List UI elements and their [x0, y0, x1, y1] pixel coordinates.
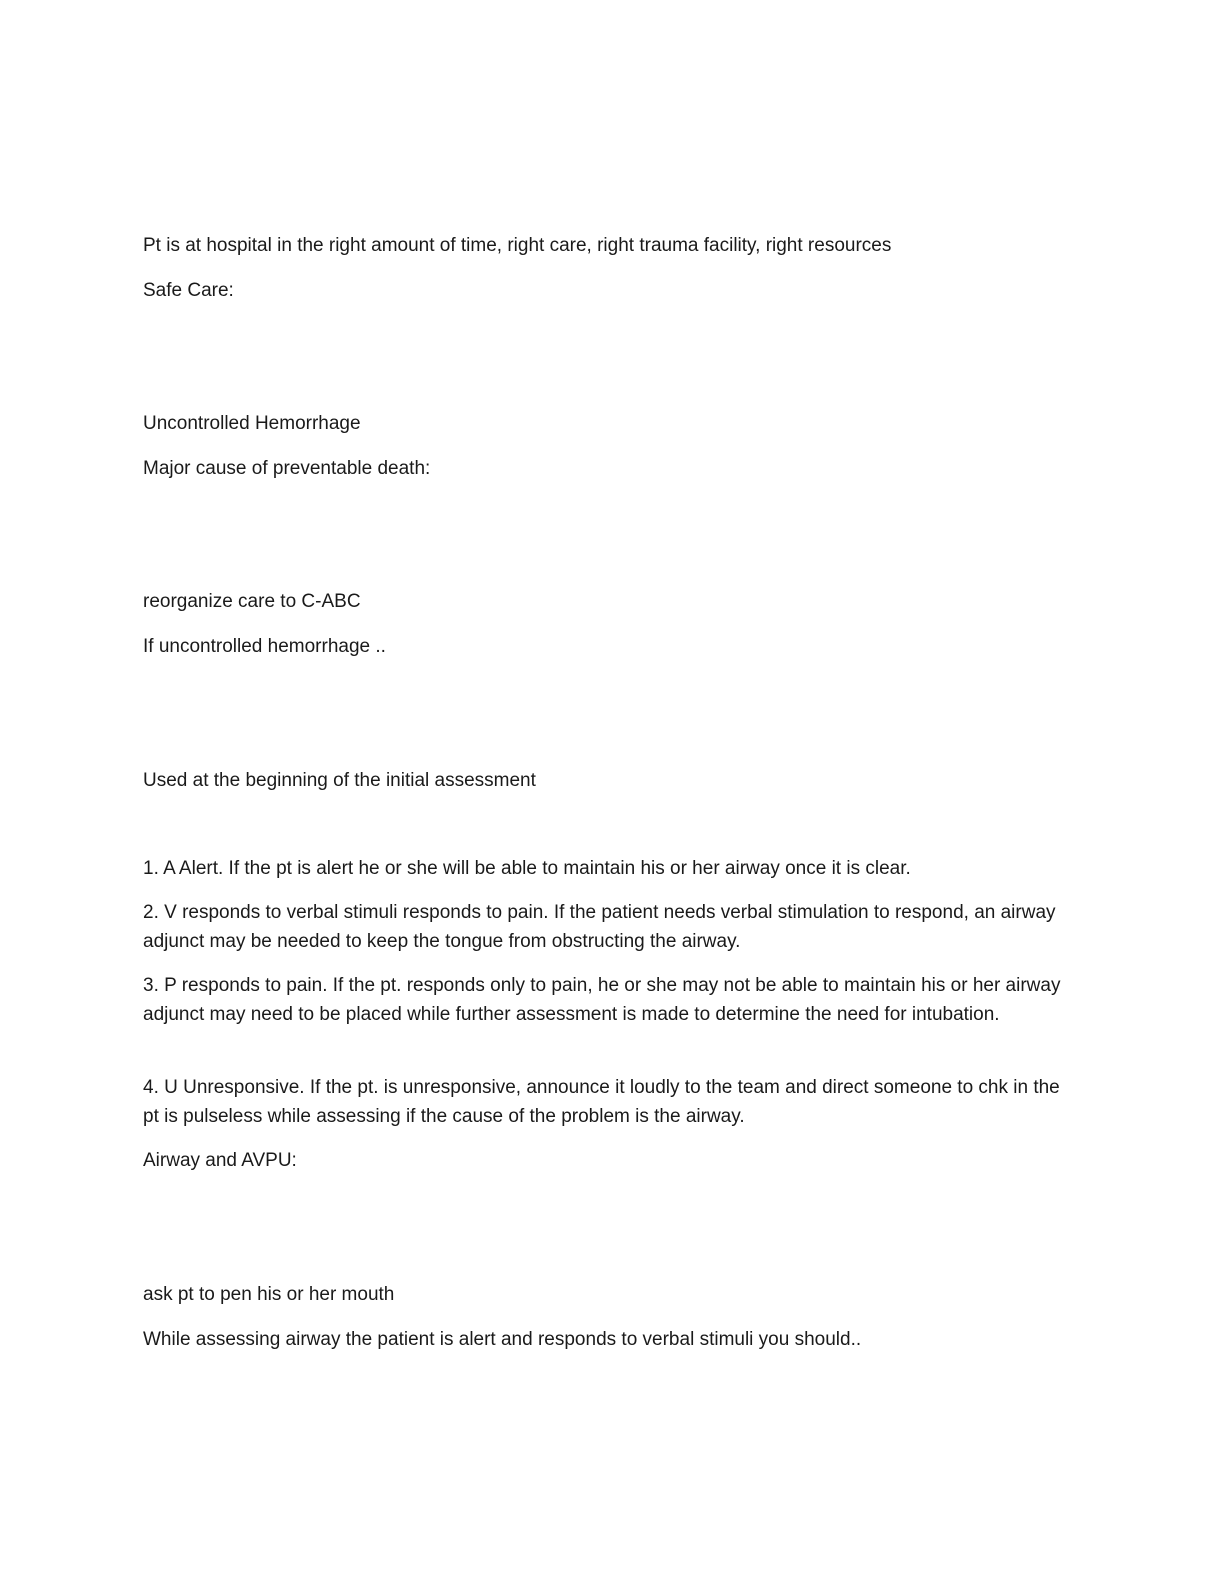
card4-answer-intro: Used at the beginning of the initial assessment — [143, 770, 536, 791]
card1-answer: Pt is at hospital in the right amount of time, right care, right trauma facility, right resources — [143, 235, 892, 256]
avpu-item-alert: 1. A Alert. If the pt is alert he or she will be able to maintain his or her airway once it is clear. — [143, 858, 911, 879]
avpu-item-pain: 3. P responds to pain. If the pt. responds only to pain, he or she may not be able to maintain his or her airway adjunct may need to be placed while further assessment is made to determine the need for intubation. — [143, 975, 1061, 1025]
card5-term: While assessing airway the patient is alert and responds to verbal stimuli you should.. — [143, 1329, 862, 1350]
card2-answer: Uncontrolled Hemorrhage — [143, 413, 361, 434]
card2-term: Major cause of preventable death: — [143, 458, 431, 479]
avpu-item-verbal: 2. V responds to verbal stimuli responds to pain. If the patient needs verbal stimulation to respond, an airway adjunct may be needed to keep the tongue from obstructing the airway. — [143, 902, 1056, 952]
card1-term: Safe Care: — [143, 280, 234, 301]
card3-term: If uncontrolled hemorrhage .. — [143, 636, 386, 657]
avpu-item-unresponsive: 4. U Unresponsive. If the pt. is unresponsive, announce it loudly to the team and direct someone to chk in the pt is pulseless while assessing if the cause of the problem is the airway. — [143, 1077, 1060, 1127]
card5-answer: ask pt to pen his or her mouth — [143, 1284, 395, 1305]
card3-answer: reorganize care to C-ABC — [143, 591, 361, 612]
card4-term: Airway and AVPU: — [143, 1150, 297, 1171]
